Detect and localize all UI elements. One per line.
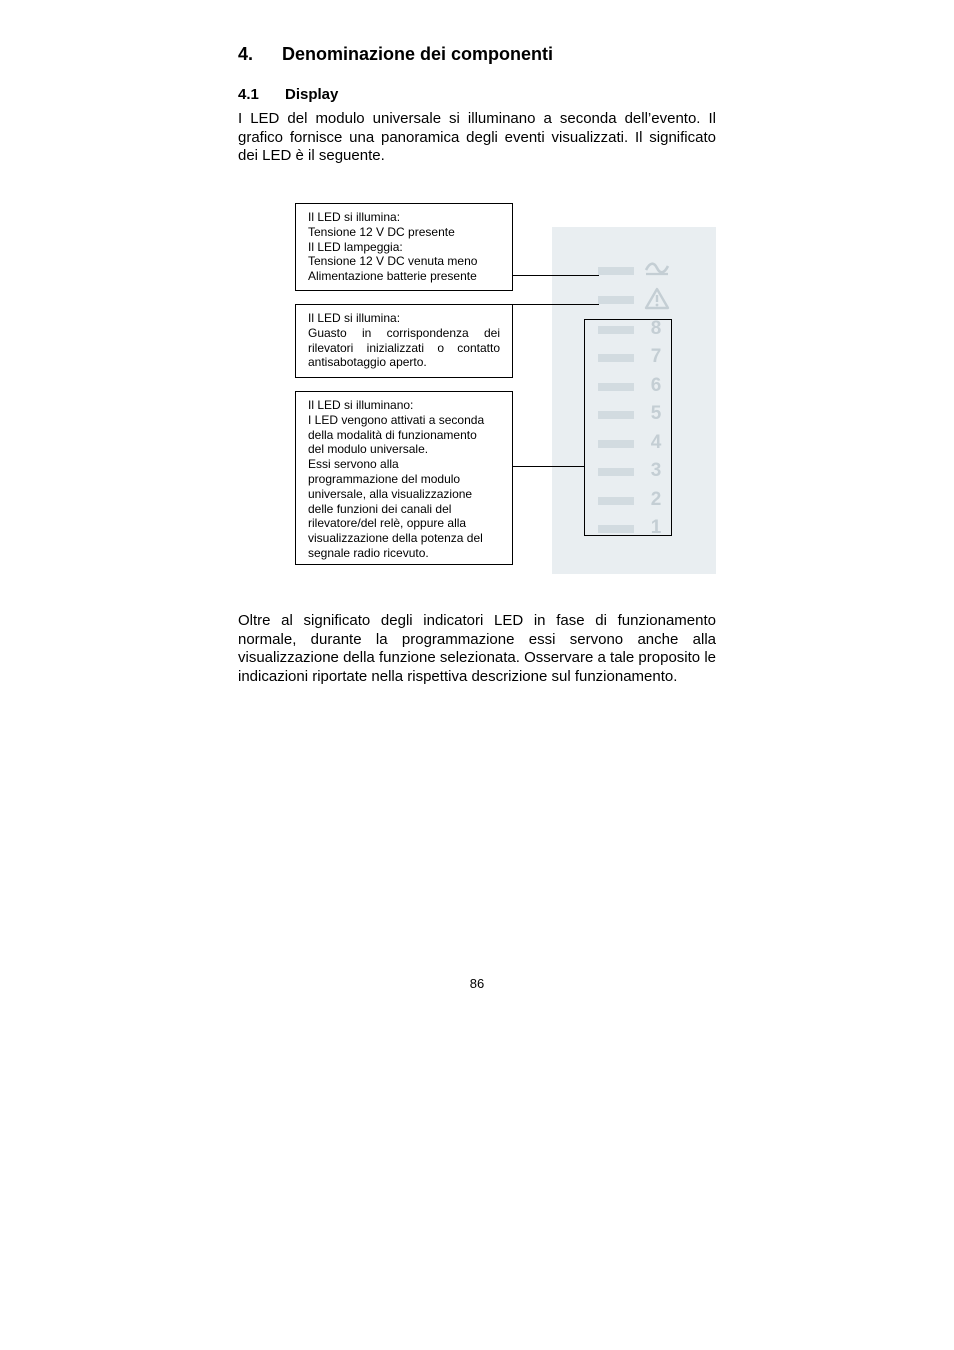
fault-led [598, 296, 634, 304]
channel-number-4: 4 [650, 432, 662, 453]
channel-leds-frame [584, 319, 672, 536]
section-title: Denominazione dei componenti [282, 44, 554, 64]
callout-line: Il LED si illumina: [308, 311, 401, 325]
channel-number-1: 1 [650, 517, 662, 538]
connector-line-fault [513, 304, 599, 305]
callout-line: antisabotaggio aperto. [308, 355, 427, 370]
callout-line: Il LED si illuminano: [308, 398, 414, 412]
section-number: 4. [238, 44, 254, 64]
callout-line: I LED vengono attivati a seconda [308, 412, 485, 427]
callout-line: Alimentazione batterie presente [308, 269, 477, 284]
callout-line: programmazione del modulo [308, 471, 461, 486]
subsection-title: Display [285, 86, 339, 103]
channel-number-8: 8 [650, 318, 662, 339]
callout-fault [295, 304, 513, 378]
callout-line: della modalità di funzionamento [308, 427, 477, 442]
connector-line-power [513, 275, 599, 276]
callout-line: rilevatore/del relè, oppure alla [308, 516, 467, 531]
callout-line: del modulo universale. [308, 442, 429, 457]
subsection-number: 4.1 [238, 86, 259, 103]
callout-line: visualizzazione della potenza del [308, 531, 483, 546]
callout-line: Il LED lampeggia: [308, 239, 403, 254]
channel-number-3: 3 [650, 460, 662, 481]
callout-line: Essi servono alla [308, 457, 399, 472]
channel-number-6: 6 [650, 375, 662, 396]
callout-line: segnale radio ricevuto. [308, 545, 429, 560]
callout-line: Il LED si illumina: [308, 210, 401, 224]
power-led [598, 267, 634, 275]
channel-number-2: 2 [650, 489, 662, 510]
callout-channels [295, 391, 513, 565]
callout-line: rilevatori inizializzati o contatto [308, 340, 500, 355]
callout-line: delle funzioni dei canali del [308, 501, 452, 516]
closing-paragraph: Oltre al significato degli indicatori LED in fase di funzionamento normale, durante la programmazione essi servono anche alla visualizzazione della funzione selezionata. Osservare a tale proposito le indicazioni riportate nella rispettiva descrizione sul funzionamento. [238, 612, 716, 686]
section-heading [238, 44, 553, 65]
channel-number-5: 5 [650, 403, 662, 424]
connector-line-channels [513, 466, 584, 467]
channel-number-7: 7 [650, 346, 662, 367]
callout-line: Guasto in corrispondenza dei [308, 325, 500, 340]
page-number: 86 [469, 976, 485, 991]
callout-line: universale, alla visualizzazione [308, 486, 473, 501]
subsection-heading [238, 86, 338, 103]
callout-power [295, 203, 513, 291]
callout-line: Tensione 12 V DC venuta meno [308, 254, 478, 269]
intro-paragraph: I LED del modulo universale si illuminano a seconda dell’evento. Il grafico fornisce una panoramica degli eventi visualizzati. Il significato dei LED è il seguente. [238, 110, 716, 165]
callout-line: Tensione 12 V DC presente [308, 224, 455, 239]
power-wave-icon [644, 260, 670, 276]
warning-triangle-icon [644, 287, 670, 310]
